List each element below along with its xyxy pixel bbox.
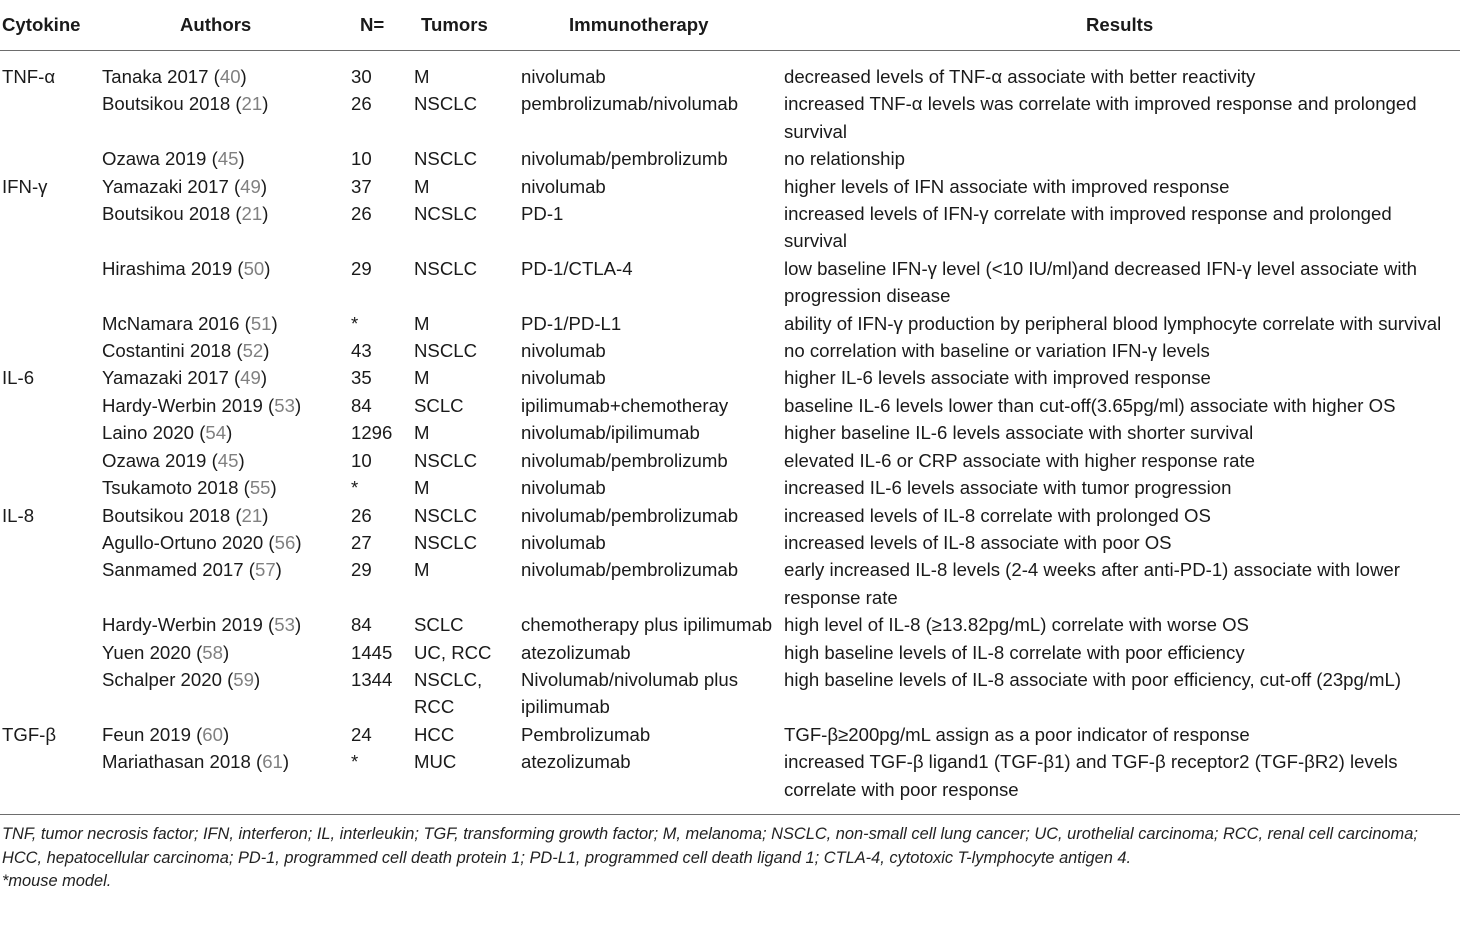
- cell-author: Ozawa 2019 (45): [102, 449, 245, 471]
- reference-link[interactable]: 61: [262, 751, 283, 773]
- reference-link[interactable]: 49: [240, 175, 261, 197]
- author-name: Hardy-Werbin 2019: [102, 394, 263, 416]
- table-row: [0, 51, 1460, 91]
- cell-n: 29: [351, 559, 372, 581]
- reference-link[interactable]: 58: [202, 641, 223, 663]
- reference-link[interactable]: 45: [217, 148, 239, 170]
- cell-n: 84: [351, 614, 372, 636]
- cell-immunotherapy: atezolizumab: [521, 641, 631, 663]
- cell-immunotherapy: nivolumab: [521, 367, 606, 389]
- table-row: [0, 639, 1460, 666]
- header-cytokine: Cytokine: [0, 0, 102, 51]
- table-header-row: [0, 0, 1460, 51]
- cell-tumors: NSCLC: [414, 449, 478, 471]
- cell-immunotherapy: atezolizumab: [521, 751, 631, 773]
- cell-n: *: [351, 312, 359, 334]
- table-header: [0, 0, 1460, 51]
- reference-link[interactable]: 59: [233, 668, 254, 690]
- cell-results: high baseline levels of IL-8 correlate with poor efficiency: [784, 641, 1245, 663]
- cell-tumors: NSCLC: [414, 531, 478, 553]
- cell-n: 26: [351, 504, 372, 526]
- cell-n: 84: [351, 394, 372, 416]
- table-row: [0, 611, 1460, 638]
- author-name: Mariathasan 2018: [102, 751, 251, 773]
- cell-cytokine: [0, 748, 102, 814]
- cell-immunotherapy: nivolumab: [521, 340, 606, 362]
- cell-cytokine: [0, 611, 102, 638]
- cell-results: higher IL-6 levels associate with improved response: [784, 367, 1211, 389]
- cell-cytokine: [0, 556, 102, 611]
- cell-author: Boutsikou 2018 (21): [102, 203, 269, 225]
- cell-immunotherapy: nivolumab/ipilimumab: [521, 422, 700, 444]
- cell-immunotherapy: ipilimumab+chemotheray: [521, 394, 729, 416]
- cell-cytokine: TNF-α: [2, 66, 56, 87]
- cell-author: Costantini 2018 (52): [102, 340, 270, 362]
- cell-tumors: HCC: [414, 723, 455, 745]
- cell-results: no correlation with baseline or variation IFN-γ levels: [784, 340, 1210, 362]
- author-name: Agullo-Ortuno 2020: [102, 531, 264, 553]
- table-row: [0, 721, 1460, 748]
- reference-link[interactable]: 40: [219, 66, 241, 87]
- cell-tumors: NSCLC: [414, 148, 478, 170]
- cell-results: increased levels of IL-8 associate with poor OS: [784, 531, 1172, 553]
- cell-cytokine: [0, 447, 102, 474]
- cell-immunotherapy: PD-1/CTLA-4: [521, 257, 633, 279]
- reference-link[interactable]: 56: [274, 531, 296, 553]
- table-row: [0, 666, 1460, 721]
- cell-results: low baseline IFN-γ level (<10 IU/ml)and decreased IFN-γ level associate with progression disease: [784, 257, 1417, 307]
- reference-link[interactable]: 21: [241, 203, 263, 225]
- cell-author: Boutsikou 2018 (21): [102, 504, 269, 526]
- cell-immunotherapy: nivolumab: [521, 66, 606, 87]
- cell-author: McNamara 2016 (51): [102, 312, 278, 334]
- cell-results: no relationship: [784, 148, 905, 170]
- cell-author: Tanaka 2017 (40): [102, 66, 247, 87]
- cell-author: Boutsikou 2018 (21): [102, 93, 269, 115]
- cell-author: Sanmamed 2017 (57): [102, 559, 282, 581]
- table-row: [0, 392, 1460, 419]
- cell-results: increased TNF-α levels was correlate with improved response and prolonged survival: [784, 93, 1417, 142]
- cell-author: Yamazaki 2017 (49): [102, 367, 268, 389]
- cell-n: 35: [351, 367, 372, 389]
- cell-tumors: SCLC: [414, 614, 464, 636]
- cell-cytokine: [0, 392, 102, 419]
- cell-n: 10: [351, 449, 372, 471]
- cell-author: Yuen 2020 (58): [102, 641, 230, 663]
- author-name: Hardy-Werbin 2019: [102, 614, 263, 636]
- cell-results: higher baseline IL-6 levels associate with shorter survival: [784, 422, 1254, 444]
- cell-tumors: MUC: [414, 751, 457, 773]
- cell-tumors: UC, RCC: [414, 641, 492, 663]
- cell-results: early increased IL-8 levels (2-4 weeks after anti-PD-1) associate with lower response rate: [784, 559, 1400, 608]
- cell-cytokine: [0, 90, 102, 145]
- table-row: [0, 419, 1460, 446]
- cell-results: decreased levels of TNF-α associate with better reactivity: [784, 66, 1256, 87]
- reference-link[interactable]: 54: [205, 422, 227, 444]
- cell-cytokine: [0, 145, 102, 172]
- cell-results: higher levels of IFN associate with improved response: [784, 175, 1230, 197]
- reference-link[interactable]: 45: [217, 449, 239, 471]
- author-name: McNamara 2016: [102, 312, 240, 334]
- cell-cytokine: [0, 666, 102, 721]
- cell-cytokine: [0, 200, 102, 255]
- cell-cytokine: [0, 474, 102, 501]
- cell-n: 30: [351, 66, 372, 87]
- cell-results: elevated IL-6 or CRP associate with higher response rate: [784, 449, 1255, 471]
- author-name: Boutsikou 2018: [102, 504, 231, 526]
- author-name: Feun 2019: [102, 723, 191, 745]
- table-body: [0, 51, 1460, 814]
- reference-link[interactable]: 53: [274, 614, 295, 636]
- cell-n: 26: [351, 203, 372, 225]
- cell-immunotherapy: Nivolumab/nivolumab plus ipilimumab: [521, 668, 739, 718]
- reference-link[interactable]: 51: [250, 312, 272, 334]
- cell-tumors: NSCLC, RCC: [414, 668, 483, 718]
- cell-cytokine: [0, 310, 102, 337]
- cell-author: Agullo-Ortuno 2020 (56): [102, 531, 302, 553]
- reference-link[interactable]: 21: [241, 504, 263, 526]
- cell-n: 10: [351, 148, 372, 170]
- cell-immunotherapy: nivolumab/pembrolizumb: [521, 148, 728, 170]
- table-row: [0, 337, 1460, 364]
- cell-tumors: M: [414, 312, 430, 334]
- table-row: [0, 502, 1460, 529]
- cell-immunotherapy: Pembrolizumab: [521, 723, 651, 745]
- cell-n: 29: [351, 257, 372, 279]
- cell-immunotherapy: PD-1: [521, 203, 564, 225]
- cell-tumors: M: [414, 477, 430, 499]
- cell-cytokine: [0, 529, 102, 556]
- reference-link[interactable]: 21: [241, 93, 263, 115]
- cell-results: increased IL-6 levels associate with tumor progression: [784, 477, 1232, 499]
- cell-cytokine: IL-8: [2, 504, 35, 526]
- cell-author: Schalper 2020 (59): [102, 668, 261, 690]
- table-row: [0, 364, 1460, 391]
- cell-cytokine: TGF-β: [2, 723, 57, 745]
- reference-link[interactable]: 55: [249, 477, 271, 499]
- cell-n: 26: [351, 93, 372, 115]
- author-name: Schalper 2020: [102, 668, 222, 690]
- cell-immunotherapy: nivolumab/pembrolizumab: [521, 504, 739, 526]
- footnote-abbreviations: TNF, tumor necrosis factor; IFN, interferon; IL, interleukin; TGF, transforming growth factor; M, melanoma; NSCLC, non-small cell lung cancer; UC, urothelial carcinoma; RCC, renal cell carcinoma; HCC, hepatocellular carcinoma; PD-1, programmed cell death protein 1; PD-L1, programmed cell death ligand 1; CTLA-4, cytotoxic T-lymphocyte antigen 4.: [2, 824, 1418, 867]
- cell-cytokine: [0, 255, 102, 310]
- author-name: Costantini 2018: [102, 340, 232, 362]
- cell-author: Tsukamoto 2018 (55): [102, 477, 277, 499]
- author-name: Sanmamed 2017: [102, 559, 244, 581]
- table-footnote: [0, 815, 1460, 894]
- table-row: [0, 200, 1460, 255]
- cell-cytokine: IL-6: [2, 367, 35, 389]
- cell-results: ability of IFN-γ production by peripheral blood lymphocyte correlate with survival: [784, 312, 1442, 334]
- cell-n: 43: [351, 340, 372, 362]
- table-row: [0, 556, 1460, 611]
- cell-n: *: [351, 477, 359, 499]
- header-immunotherapy: Immunotherapy: [520, 0, 784, 51]
- author-name: Yuen 2020: [102, 641, 191, 663]
- header-results: Results: [784, 0, 1460, 51]
- cell-immunotherapy: PD-1/PD-L1: [521, 312, 622, 334]
- cell-tumors: NCSLC: [414, 203, 478, 225]
- cell-tumors: M: [414, 367, 430, 389]
- cell-n: 1296: [351, 422, 393, 444]
- author-name: Tsukamoto 2018: [102, 477, 239, 499]
- cell-tumors: NSCLC: [414, 93, 478, 115]
- table-row: [0, 529, 1460, 556]
- table-row: [0, 90, 1460, 145]
- author-name: Yamazaki 2017: [102, 175, 229, 197]
- author-name: Hirashima 2019: [102, 257, 233, 279]
- author-name: Ozawa 2019: [102, 148, 207, 170]
- reference-link[interactable]: 57: [254, 559, 276, 581]
- cell-author: Laino 2020 (54): [102, 422, 233, 444]
- cell-author: Ozawa 2019 (45): [102, 148, 245, 170]
- cell-results: baseline IL-6 levels lower than cut-off(3.65pg/ml) associate with higher OS: [784, 394, 1396, 416]
- cell-tumors: NSCLC: [414, 340, 478, 362]
- reference-link[interactable]: 49: [240, 367, 261, 389]
- table-row: [0, 255, 1460, 310]
- cell-tumors: M: [414, 175, 430, 197]
- cell-immunotherapy: nivolumab: [521, 477, 606, 499]
- table-row: [0, 173, 1460, 200]
- header-n: N=: [349, 0, 412, 51]
- reference-link[interactable]: 50: [243, 257, 265, 279]
- cell-cytokine: [0, 337, 102, 364]
- author-name: Laino 2020: [102, 422, 195, 444]
- cell-author: Hardy-Werbin 2019 (53): [102, 394, 302, 416]
- cell-tumors: NSCLC: [414, 504, 478, 526]
- cell-immunotherapy: pembrolizumab/nivolumab: [521, 93, 739, 115]
- cell-n: 1445: [351, 641, 393, 663]
- header-tumors: Tumors: [412, 0, 520, 51]
- cell-tumors: M: [414, 559, 430, 581]
- header-authors: Authors: [102, 0, 349, 51]
- cell-author: Mariathasan 2018 (61): [102, 751, 290, 773]
- cell-immunotherapy: nivolumab: [521, 531, 606, 553]
- author-name: Boutsikou 2018: [102, 93, 231, 115]
- author-name: Yamazaki 2017: [102, 367, 229, 389]
- cell-results: increased levels of IL-8 correlate with prolonged OS: [784, 504, 1211, 526]
- table-row: [0, 748, 1460, 814]
- reference-link[interactable]: 52: [242, 340, 264, 362]
- cell-tumors: NSCLC: [414, 257, 478, 279]
- cell-n: 27: [351, 531, 372, 553]
- author-name: Boutsikou 2018: [102, 203, 231, 225]
- author-name: Tanaka 2017: [102, 66, 209, 87]
- cell-author: Yamazaki 2017 (49): [102, 175, 268, 197]
- cell-n: 24: [351, 723, 372, 745]
- cell-author: Hirashima 2019 (50): [102, 257, 271, 279]
- cell-cytokine: IFN-γ: [2, 175, 48, 197]
- cell-author: Hardy-Werbin 2019 (53): [102, 614, 302, 636]
- cell-n: *: [351, 751, 359, 773]
- cell-n: 37: [351, 175, 372, 197]
- cell-immunotherapy: chemotherapy plus ipilimumab: [521, 614, 773, 636]
- cell-immunotherapy: nivolumab: [521, 175, 606, 197]
- footnote-mouse-model: *mouse model.: [2, 872, 112, 891]
- cell-results: TGF-β≥200pg/mL assign as a poor indicator of response: [784, 723, 1250, 745]
- cell-n: 1344: [351, 668, 393, 690]
- cell-results: high baseline levels of IL-8 associate with poor efficiency, cut-off (23pg/mL): [784, 668, 1402, 690]
- cell-results: increased TGF-β ligand1 (TGF-β1) and TGF-β receptor2 (TGF-βR2) levels correlate with poor response: [784, 751, 1398, 800]
- cell-tumors: M: [414, 66, 430, 87]
- author-name: Ozawa 2019: [102, 449, 207, 471]
- cell-immunotherapy: nivolumab/pembrolizumb: [521, 449, 728, 471]
- reference-link[interactable]: 60: [202, 723, 223, 745]
- table-row: [0, 447, 1460, 474]
- table-row: [0, 474, 1460, 501]
- table-row: [0, 310, 1460, 337]
- reference-link[interactable]: 53: [274, 394, 295, 416]
- cell-results: increased levels of IFN-γ correlate with improved response and prolonged survival: [784, 203, 1392, 252]
- cell-results: high level of IL-8 (≥13.82pg/mL) correlate with worse OS: [784, 614, 1249, 636]
- cell-tumors: SCLC: [414, 394, 464, 416]
- cell-tumors: M: [414, 422, 430, 444]
- cell-cytokine: [0, 639, 102, 666]
- table-row: [0, 145, 1460, 172]
- cell-immunotherapy: nivolumab/pembrolizumab: [521, 559, 739, 581]
- cell-author: Feun 2019 (60): [102, 723, 230, 745]
- cell-cytokine: [0, 419, 102, 446]
